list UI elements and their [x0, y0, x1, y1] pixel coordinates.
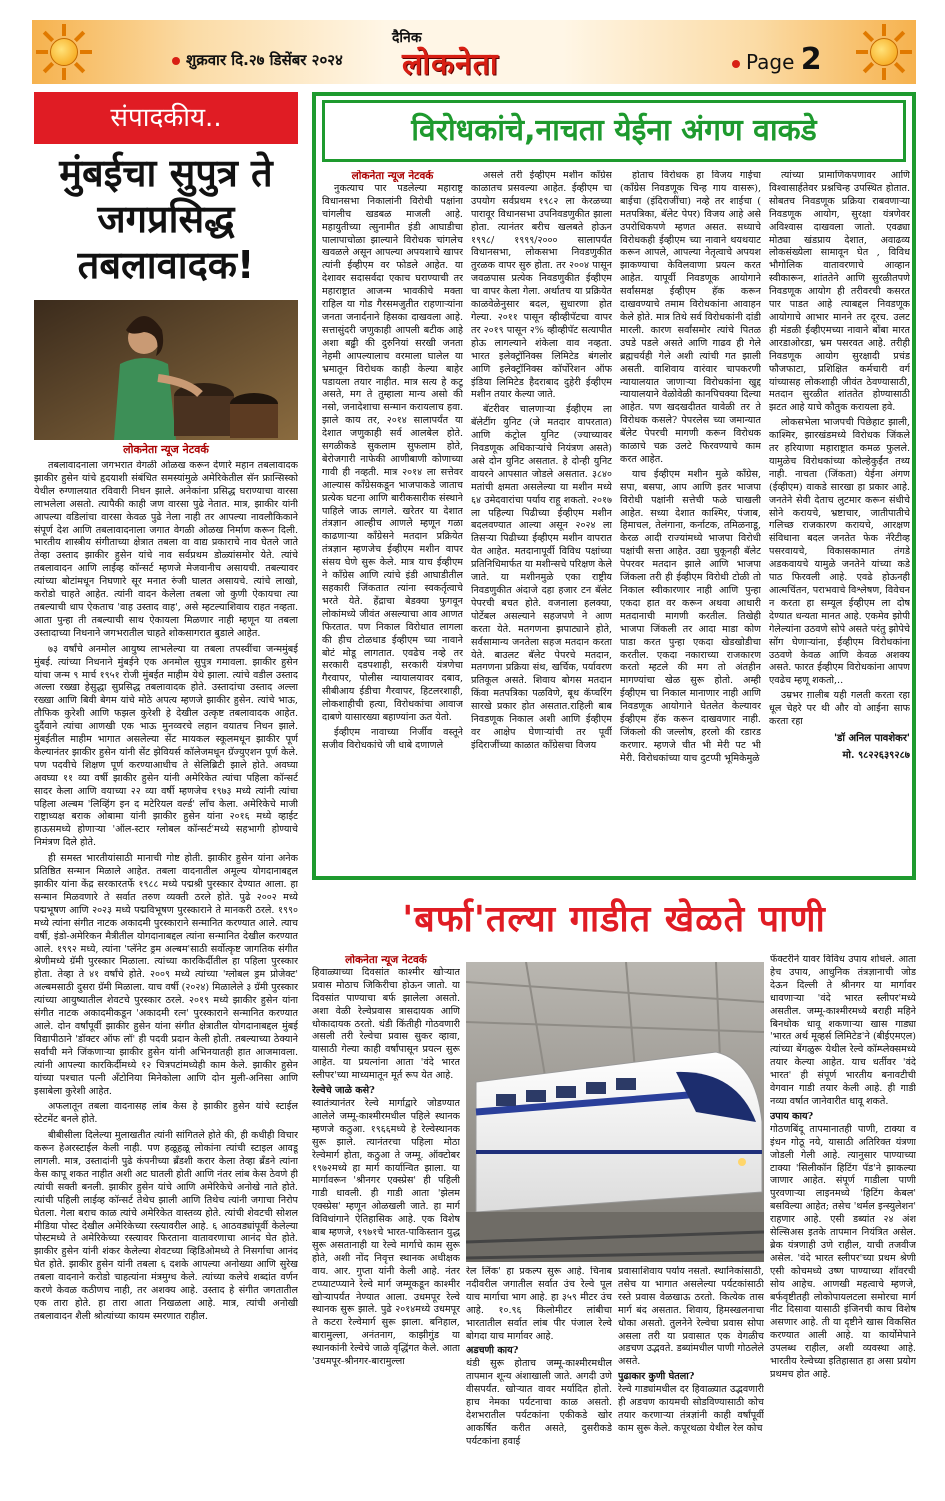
article-paragraph: त्यांच्या प्रामाणिकपणावर आणि विश्वासार्हतेवर प्रश्नचिन्ह उपस्थित होतात. सोबतच निवडणूक प्रक्रिया राबवणाऱ्या निवडणूक आयोग, सुरक्षा यंत्रणेवर अविश्वास दाखवला जातो. एवढ्या मोठ्या खंडप्राय देशात, अवाढव्य लोकसंख्येला सामावून घेत , विविध भौगोलिक वातावरणाचे आव्हान स्वीकारून, शांततेने आणि सुरळीतपणे निवडणूक आयोग ही तरीवरची कसरत पार पाडत आहे त्याबद्दल निवडणूक आयोगाचे आभार मानने तर दूरच. उलट ही मंडळी ईव्हीएमच्या नावाने बोंबा मारत आरडाओरडा, भ्रम पसरवत आहे. तरीही निवडणूक आयोग सुरक्षादी प्रचंड फौजफाटा, प्रशिक्षित कर्मचारी वर्ग यांच्यासह लोकशाही जीवंत ठेवण्यासाठी, मतदान सुरळीत शांततेत होण्यासाठी झटत आहे याचे कौतुक करायला हवे. [769, 170, 910, 414]
article-paragraph: थंडी सुरू होताच जम्मू-काश्मीरमधील तापमान शून्य अंशाखाली जाते. अगदी उणे वीसपर्यंत. खोऱ्यात वावर मर्यादित होतो. हाच नेमका पर्यटनाचा काळ असतो. देशभरातील पर्यटकांना एकीकडे खोर आकर्षित करीत असते, दुसरीकडे पर्यटकांना हवाई [466, 1358, 612, 1447]
article-paragraph: नुकत्याच पार पडलेल्या महाराष्ट्र विधानसभा निकालांनी विरोधी पक्षांना चांगलीच खडबळ माजली आहे. महायुतीच्या त्सुनामीत इंडी आघाडीचा पालापाचोळा झाल्याने विरोधक चांगलेच खवळले असून आपल्या अपयशाचे खापर त्यांनी ईव्हीएम वर फोडले आहेत. या देशावर सदासर्वदा एकाच घराण्याची तर महाराष्ट्रात आजन्म भावकीचे मक्ता राहिल या गोड गैरसमजुतीत राहणाऱ्यांना जनता जनार्दनाने हिसका दाखवला आहे. सत्तासुंदरी जणुकाही आपली बटीक आहे अशा बढ्ढी की दुरुनियां सरखी जनता नेहमी आपल्यालाच वरमाला घालेल या भ्रमातून विरोधक काही केल्या बाहेर पडायला तयार नाहीत. मात्र सत्य हे कटू असते, मग ते तुम्हाला मान्य असो की नसो, जनादेशाचा सन्मान करायलाच हवा. झाले काय तर, २०१४ सालापर्यंत या देशात जणुकाही सर्व आलबेल होते. सगळीकडे सुकलाम सुफलाम होते, बेरोजगारी नाफेकी आणीबाणी कोणाच्या गावी ही नव्हती. मात्र २०१४ ला सत्तेवर आल्यास काँग्रेसकडून भाजपाकडे जाताच प्रत्येक घटना आणि बारीकसारीक संस्थाने पाहिले जाऊ लागले. खरेतर या देशात तंत्रज्ञान आल्हीच आणले म्हणून गळा काढणाऱ्या काँग्रेसने मतदान प्रक्रियेत तंत्रज्ञान म्हणजेच ईव्हीएम मशीन वापर संसय घेणे सुरू केले. मात्र याच ईव्हीएम ने काँग्रेस आणि त्यांचे इंडी आघाडीतील सहकारी जिंकतात त्यांना स्वकर्तृत्वाचे भरते येते. हेंद्राचा बेडक्या फुगवून लोकांमध्ये जीवंत असल्याचा आव आणत फिरतात. पण निकाल विरोधात लागला की हीच टोळधाड ईव्हीएम च्या नावाने बोटं मोडू लागतात. एवढेच नव्हे तर सरकारी दडपशाही, सरकारी यंत्रणेचा गैरवापर, पोलीस न्यायालयावर दबाव, सीबीआय ईडीचा गैरवापर, हिटलरशाही, लोकशाहीची हत्या, विरोधकांचा आवाज दाबणे यासारख्या बहाण्यांना ऊत येतो. [322, 182, 463, 724]
paper-name: लोकनेता [402, 47, 499, 82]
editorial-body [34, 460, 298, 1480]
subheading: रेल्वेचे जाळे कसे? [312, 1085, 375, 1097]
article-paragraph: असले तरी ईव्हीएम मशीन काँग्रेस काळातच प्रसवल्या आहेत. ईव्हीएम चा उपयोग सर्वप्रथम १९८२ ला केरळच्या पारावूर विधानसभा उपनिवडणुकीत झाला होता. त्यानंतर बरीच खलबते होऊन १९९८/ १९९९/२००० सालापर्यंत विधानसभा, लोकसभा निवडणुकीत तुरळक वापर सुरु होता. तर २००४ पासून जवळपास प्रत्येक निवडणुकीत ईव्हीएम चा वापर केला गेला. अर्थातच या प्रक्रियेत काळवेळेनुसार बदल, सुधारणा होत गेल्या. २०११ पासून व्हीव्हीपॅटचा वापर तर २०१९ पासून २% व्हीव्हीपॅट सत्यापीत होऊ लागल्याने शंकेला वाव नव्हता. भारत इलेक्ट्रॉनिक्स लिमिटेड बंगलोर आणि इलेक्ट्रॉनिक्स कॉर्पोरेशन ऑफ इंडिया लिमिटेड हैदराबाद दुहेरी ईव्हीएम मशीन तयार केल्या जाते. [471, 170, 612, 401]
opinion-byline: लोकनेता न्यूज नेटवर्क [351, 170, 434, 182]
masthead [32, 20, 916, 84]
subheading: अडचणी काय? [466, 1345, 519, 1357]
subheading: उपाय काय? [770, 1110, 814, 1122]
train-article-byline: लोकनेता न्यूज नेटवर्क [345, 954, 427, 966]
article-paragraph: प्रवासाशिवाय पर्याय नसतो. स्थानिकांसाठी, तसेच या भागात असलेल्या पर्यटकांसाठी रस्ते प्रवास वेळखाऊ ठरतो. कित्येक तास मार्ग बंद असतात. शिवाय, हिमस्खलनाचा धोका असतो. तुलनेने रेल्वेचा प्रवास सोपा असला तरी या प्रवासात एक वेगळीच अडचण उद्भवते. डब्यांमधील पाणी गोठलेले असते. [618, 1266, 764, 1368]
article-paragraph: बॅटरीवर चालणाऱ्या ईव्हीएम ला बॅलेटींग युनिट (जे मतदार वापरतात) आणि कंट्रोल युनिट (ज्याच्यावर निवडणूक अधिकाऱ्यांचे नियंत्रण असते) असे दोन युनिट असतात. हे दोन्ही युनिट वायरने आपसात जोडले असतात. ३८४० मतांची क्षमता असलेल्या या मशीन मध्ये ६४ उमेदवारांचा पर्याय राहू शकतो. २०१७ ला पहिल्या पिढीच्या ईव्हीएम मशीन बदलवण्यात आल्या असून २०२४ ला तिसऱ्या पिढीच्या ईव्हीएम मशीन वापरात येत आहेत. मतदानापूर्वी विविध पक्षांच्या प्रतिनिधिमार्फत या मशीन्सचे परिक्षण केले जाते. या मशीनमुळे एका राष्ट्रीय निवडणुकीत अंदाजे दहा हजार टन बॅलेट पेपरची बचत होते. वजनाला हलक्या, पोर्टेबल असल्याने सहजपणे ने आण करता येते. मतगणना झपाट्याने होते, सर्वसामान्य जनतेला सहज मतदान करता येते. बाउलट बॅलेट पेपरचे मतदान, मतगणना प्रक्रिया संथ, खर्चिक, पर्यावरण प्रतिकूल असते. शिवाय बोगस मतदान किंवा मतपत्रिका पळविणे, बूथ कॅप्चरिंग सारखे प्रकार होत असतात.राहिली बाब निवडणूक निकाल अशी आणि ईव्हीएम वर आक्षेप घेणाऱ्यांची तर पूर्वी इंदिराजींच्या काळात काँग्रेसचा विजय [471, 404, 612, 751]
opinion-article [312, 92, 916, 880]
article-paragraph: हिवाळ्याच्या दिवसांत काश्मीर खोऱ्यात प्रवास मोठाच जिकिरीचा होऊन जातो. या दिवसांत पाण्याचा बर्फ झालेला असतो. अशा वेळी रेल्वेप्रवास त्रासदायक आणि धोकादायक ठरतो. थंडी किंतीही गोठवणारी असली तरी रेल्वेचा प्रवास सुकर व्हावा, यासाठी गेल्या काही वर्षांपासून प्रयत्न सुरू आहेत. या प्रयत्नांना आता 'वंदे भारत स्लीपर'च्या माध्यमातून मूर्त रूप येत आहे. [312, 966, 460, 1082]
article-paragraph: गोठणबिंदू तापमानातही पाणी, टाक्या व इंधन गोठू नये, यासाठी अतिरिक्त यंत्रणा जोडली गेली आहे. त्यानुसार पाण्याच्या टाक्या 'सिलीकॉन हिटिंग पॅड'ने झाकल्या जाणार आहेत. संपूर्ण गाडीला पाणी पुरवणाऱ्या लाइनमध्ये 'हिटिंग केबल' बसविल्या आहेत; तसेच 'थर्मल इन्स्युलेशन' राहणार आहे. एसी डब्यांत २४ अंश सेल्सिअस इतके तापमान नियंत्रित असेल. ब्रेक यंत्रणाही उणे राहील, याची तजवीज असेल. 'वंदे भारत स्लीपर'च्या प्रथम श्रेणी एसी कोचमध्ये उष्ण पाण्याच्या शॉवरची सोय आहेच. आणखी महत्वाचे म्हणजे, बर्फवृष्टीतही लोकोपायलटला समोरचा मार्ग नीट दिसावा यासाठी इंजिनची काच विशेष असणार आहे. ती या दृष्टीने खास विकसित करण्यात आली आहे. या कार्योमेपाने उपलब्ध राहील, अशी व्यवस्था आहे. भारतीय रेल्वेच्या इतिहासात हा असा प्रयोग प्रथमच होत आहे. [770, 1123, 916, 1380]
article-paragraph: रेल लिंक' हा प्रकल्प सुरू आहे. चिनाब नदीवरील जगातील सर्वात उंच रेल्वे पूल याच मार्गाचा भाग आहे. हा ३५९ मीटर उंच आहे. १०.९६ किलोमीटर लांबीचा भारतातील सर्वात लांब पीर पंजाल रेल्वे बोगदा याच मार्गावर आहे. [466, 1266, 612, 1342]
author-phone: मो. ९८२२६३९२८७ [842, 749, 910, 761]
article-column [618, 1266, 764, 1484]
article-column [322, 170, 463, 872]
bullet-icon [732, 60, 740, 68]
article-column [466, 1266, 612, 1484]
opinion-columns [322, 170, 910, 872]
author-signature: 'डॉ अनिल पावशेकर' [834, 732, 910, 744]
editorial-paragraph: बीबीसीला दिलेल्या मुलाखतीत त्यांनी सांगितले होते की, ही कधीही विचार करून हेअरस्टाईल केली नाही. पण हळूहळू लोकांना त्यांची स्टाइल आवडू लागली. मात्र, उस्तादांनी पुढे कंपनीच्या ब्रॅंडशी करार केला तेव्हा ब्रॅंडने त्यांना केस कापू शकत नाहीत अशी अट घातली होती आणि नंतर लांब केस ठेवणे ही त्यांची सक्ती बनली. झाकीर हुसेन यांचे आणि अमेरिकेचे अनोखे नाते होते. त्यांची पहिली लाईव्ह कॉन्सर्ट तेथेच झाली आणि तिथेच त्यांनी जगाचा निरोप घेतला. गेला बराच काळ त्यांचे अमेरिकेत वास्तव्य होते. त्यांची शेवटची सोशल मीडिया पोस्ट देखील अमेरिकेच्या रस्त्यावरील आहे. ६ आठवड्यांपूर्वी केलेल्या पोस्टमध्ये ते अमेरिकेच्या रस्त्यावर फिरताना वातावरणाचा आनंद घेत होते. झाकीर हुसेन यांनी शंकर केलेल्या शेवटच्या व्हिडिओमध्ये ते निसर्गाचा आनंद घेत होते. झाकीर हुसेन यांनी तबला ६ दशके आपल्या अनोख्या आणि सुरेख तबला वादनाने करोडो चाहत्यांना मंत्रमुग्ध केले. त्यांच्या कलेचे शब्दांत वर्णन करणे केवळ कठीणच नाही, तर अशक्य आहे. उस्ताद हे संगीत जगतातील एक तारा होते. हा तारा आता निखळला आहे. मात्र, त्यांची अनोखी तबलावादन शैली श्रोत्यांच्या कायम स्मरणात राहील. [34, 1130, 298, 1322]
article-paragraph: लोकसभेला भाजपची पिछेहाट झाली, काश्मिर, झारखंडमध्ये विरोधक जिंकले तर हरियाणा महाराष्ट्रात कमळ फुलले. यामुळेच विरोधकांच्या कोल्हेकुईंत तथ्य नाही. नाचता (जिंकता) येईना अंगण (ईव्हीएम) वाकडे सारखा हा प्रकार आहे. जनतेने सेवी देताच लुटमार करून संधीचे सोने करायचे, भ्रष्टाचार, जातीपातीचे गलिच्छ राजकारण करायचे, आरक्षण संविधाना बदल जनतेत फेक नॅरेटीव्ह पसरवायचे, विकासकामात तंगडे अडकवायचे यामुळे जनतेने यांच्या कडे पाठ फिरवली आहे. एवढे होऊनही आत्मचिंतन, पराभवाचे विश्लेषण, विवेचन न करता हा सम्यूल ईव्हीएम ला दोष देण्यात धन्यता मानत आहे. एकमेव झोपी गेलेल्यांना उठवणे सोपे असते परंतु झोपेचे सोंग घेणाऱ्यांना, ईव्हीएम विरोधकांना उठवणे केवळ आणि केवळ अशक्य असते. फारत ईव्हीएम विरोधकांना आपण एवढेच म्हणू शकतो,.. [769, 417, 910, 687]
editorial-section-label: संपादकीय.. [34, 92, 298, 144]
article-paragraph: फॅक्टरीने यावर विविध उपाय शोधले. आता हेच उपाय, आधुनिक तंत्रज्ञानाची जोड देऊन दिल्ली ते श्रीनगर या मार्गावर धावणाऱ्या 'वंदे भारत स्लीपर'मध्ये असतील. जम्मू-काश्मीरमध्ये बराही महिने बिनधोक धावू शकणाऱ्या खास गाड्या 'भारत अर्थ मूव्हर्स लिमिटेड'ने (बीईएमएल) त्यांच्या बेंगळुरू येथील रेल्वे कॉम्प्लेक्समध्ये तयार केल्या आहेत. याच धर्तीवर 'वंदे भारत' ही संपूर्ण भारतीय बनावटीची वेगवान गाडी तयार केली आहे. ही गाडी नव्या वर्षात जानेवारीत धावू शकते. [770, 954, 916, 1107]
article-paragraph: स्वातंत्र्यानंतर रेल्वे मार्गाद्वारे जोडण्यात आलेले जम्मू-काश्मीरमधील पहिले स्थानक म्हणजे कठुआ. १९६६मध्ये हे रेल्वेस्थानक सुरू झाले. त्यानंतरचा पहिला मोठा रेल्वेमार्ग होता, कठुआ ते जम्मू. ऑक्टोबर १९७२मध्ये हा मार्ग कार्यान्वित झाला. या मार्गावरून 'श्रीनगर एक्स्प्रेस' ही पहिली गाडी धावली. ही गाडी आता 'झेलम एक्स्प्रेस' म्हणून ओळखली जाते. हा मार्ग विविधांगाने ऐतिहासिक आहे. एक विशेष बाब म्हणजे, १९७१चे भारत-पाकिस्तान युद्ध सुरू असतानाही या रेल्वे मार्गाचे काम सुरू होते, अशी नोंद निवृत्त स्थानक अधीक्षक वाय. आर. गुप्ता यांनी केली आहे. नंतर टप्प्याटप्प्याने रेल्वे मार्ग जम्मूकडून काश्मीर खोऱ्यापर्यंत नेण्यात आला. उधमपूर रेल्वे स्थानक सुरू झाले. पुढे २०१४मध्ये उधमपूर ते कटरा रेल्वेमार्ग सुरू झाला. बनिहाल, बारामुल्ला, अनंतनाग, काझीगुंड या स्थानकांनी रेल्वेचे जाळे वृद्धिंगत केले. आता 'उधमपूर-श्रीनगर-बारामुल्ला [312, 1097, 460, 1368]
sun-icon [36, 24, 92, 80]
paper-tagline: दैनिक [392, 30, 422, 46]
article-paragraph: याच ईव्हीएम मशीन मुळे काँग्रेस, सपा, बसपा, आप आणि इतर भाजपा विरोधी पक्षांनी सत्तेची फळे चाखली आहेत. सध्या देशात काश्मिर, पंजाब, हिमाचल, तेलंगाना, कर्नाटक, तमिळनाडू, केरळ आदी राज्यांमध्ये भाजपा विरोधी पक्षांची सत्ता आहेत. उद्या चुकूनही बॅलेट पेपरवर मतदान झाले आणि भाजपा जिंकला तरी ही ईव्हीएम विरोधी टोळी तो निकाल स्वीकारणार नाही आणि पुन्हा एकदा हात वर करून अथवा आधारी मतदानाची मागणी करतील. तिखेही भाजपा जिंकली तर आदा माडा कोण पाडा करत पुन्हा एकदा खेडखोडीचा करतील. एकदा नकाराच्या राजकारण करतो म्हटले की मग तो अंतहीन मागण्यांचा खेळ सुरू होतो. अम्ही ईव्हीएम चा निकाल मानाणार नाही आणि निवडणूक आयोगाने घेतलेत केल्यावर ईव्हीएम हॅक करून दाखवणार नाही. जिंकलो की जल्लोष, हरलो की रडारड करणार. म्हणजे चीत भी मेरी पट भी मेरी. विरोधकांच्या याच दुटप्पी भूमिकेमुळे [620, 468, 761, 764]
page-indicator [732, 42, 822, 77]
article-paragraph: उम्रभर ग़ालीब यही गलती करता रहा धूल चेहरे पर थी और वो आईना साफ करता रहा [769, 690, 910, 728]
editorial-paragraph: तबलावादनाला जगभरात वेगळी ओळख करून देणारे महान तबलावादक झाकीर हुसेन यांचे हृदयाशी संबंधित समस्यांमुळे अमेरिकेतील सॅन फ्रान्सिस्को येथील रुग्णालयात रविवारी निधन झाले. अनेकांना प्रसिद्ध घराण्याचा वारसा लाभलेला असतो. त्यापैकी काही जण वारसा पुढे नेतात. मात्र, झाकीर यांनी आपल्या वडिलांचा वारसा केवळ पुढे नेला नाही तर आपल्या नावलौकिकाने संपूर्ण देश आणि तबलावादनाला जगात वेगळी ओळख निर्माण करून दिली. भारतीय शास्त्रीय संगीताच्या क्षेत्रात तबला वा वाद्य प्रकाराचे नाव घेतले जाते तेव्हा उस्ताद झाकीर हुसेन यांचे नाव सर्वप्रथम डोळ्यांसमोर येते. त्यांचे तबलावादन आणि लाईव्ह कॉन्सर्ट म्हणजे मेजवानीच असायची. तबल्यावर त्यांच्या बोटांमधून निघणारे सूर मनात रुंजी घालत असायचे. त्यांचे लाखो, करोडो चाहते आहेत. त्यांनी वादन केलेला तबला जो कुणी ऐकायचा त्या तबल्याची धाप ऐकताच 'वाह उस्ताद वाह', असे म्हटल्याशिवाय राहत नव्हता. आता पुन्हा ती तबल्याची साथ ऐकायला मिळणार नाही म्हणून या तबला उस्तादाच्या निधनाने जगभरातील चाहते शोकसागरात बुडाले आहेत. [34, 460, 298, 639]
editorial-byline: लोकनेता न्यूज नेटवर्क [123, 443, 209, 456]
editorial-paragraph: अफलातून तबला वादनासह लांब केस हे झाकीर हुसेन यांचे स्टाईल स्टेटमेंट बनले होते. [34, 1101, 298, 1126]
article-paragraph: ईव्हीएम नावाच्या निर्जीव वस्तूने सजीव विरोधकांचे जी धाबे दणाणले [322, 726, 463, 751]
page-label: Page [746, 50, 795, 74]
issue-date [172, 50, 343, 70]
article-column [620, 170, 761, 872]
opinion-headline: विरोधकांचे,नाचता येईना अंगण वाकडे [322, 100, 906, 162]
article-paragraph: होताच विरोधक हा विजय गाईचा (काँग्रेस निवडणूक चिन्ह गाय वासरू), बाईचा (इंदिराजींचा) नव्हे तर शाईचा ( मतपत्रिका, बॅलेट पेपर) विजय आहे असे उपरोधिकपणे म्हणत असत. सध्याचे विरोधकही ईव्हीएम च्या नावाने थयथयाट करून आपले, आपल्या नेतृत्वाचे अपयश झाकण्याचा केविलवाणा प्रयत्न करत आहेत. यापूर्वी निवडणूक आयोगाने सर्वांसमक्ष ईव्हीएम हॅक करून दाखवण्याचे तमाम विरोधकांना आवाहन केले होते. मात्र तिथे सर्व विरोधकांनी दांडी मारली. कारण सर्वांसमोर त्यांचे पितळ उघडे पडले असते आणि गाढव ही गेले ब्रह्मचर्यही गेले अशी त्यांची गत झाली असती. वाशिवाय वारंवार चापकरणी न्यायालयात जाणाऱ्या विरोधकांना खुद्द न्यायालयाने वेळोवेळी कानपिचक्या दिल्या आहेत. पण खदखदीतत यावेळी तर ते विरोधक कसले? पेपरलेस च्या जमान्यात बॅलेट पेपरची मागणी करून विरोधक काळाचे चक्र उलटे फिरवण्याचे काम करत आहेत. [620, 170, 761, 465]
issue-date-text: शुक्रवार दि.२७ डिसेंबर २०२४ [186, 51, 343, 69]
article-column [769, 170, 910, 872]
sun-icon [856, 24, 912, 80]
tabla-player-photo [34, 300, 298, 440]
editorial-paragraph: ही समस्त भारतीयांसाठी मानाची गोष्ट होती. झाकीर हुसेन यांना अनेक प्रतिष्ठित सन्मान मिळाले आहेत. तबला वादनातील अमूल्य योगदानाबद्दल झाकीर यांना केंद्र सरकारतर्फे १९८८ मध्ये पद्मश्री पुरस्कार देण्यात आला. हा सन्मान मिळवणारे ते सर्वात तरुण व्यक्ती ठरले होते. पुढे २००२ मध्ये पद्मभूषण आणि २०२३ मध्ये पद्मविभूषण पुरस्काराने ते मानकरी ठरले. १९९० मध्ये त्यांना संगीत नाटक अकादमी पुरस्काराने सन्मानित करण्यात आले. त्याच वर्षी, इंडो-अमेरिकन मैत्रीतील योगदानाबद्दल त्यांना सन्मानित देखील करण्यात आले. १९९२ मध्ये, त्यांना 'प्लॅनेट ड्रम अल्बम'साठी सर्वोत्कृष्ट जागतिक संगीत श्रेणीमध्ये ग्रॅमी पुरस्कार मिळाला. त्यांच्या कारकिर्दीतील हा पहिला पुरस्कार होता. तेव्हा ते ४१ वर्षांचे होते. २००९ मध्ये त्यांच्या 'ग्लोबल ड्रम प्रोजेक्ट' अल्बमसाठी दुसरा ग्रॅमी मिळाला. याच वर्षी (२०२४) मिळालेले ३ ग्रॅमी पुरस्कार त्यांच्या आयुष्यातील शेवटचे पुरस्कार ठरले. २०१९ मध्ये झाकीर हुसेन यांना संगीत नाटक अकादमीकडून 'अकादमी रत्न' पुरस्काराने सन्मानित करण्यात आले. दोन वर्षांपूर्वी झाकीर हुसेन यांना संगीत क्षेत्रातील योगदानाबद्दल मुंबई विद्यापीठाने 'डॉक्टर ऑफ लॉ' ही पदवी प्रदान केली होती. तबल्याच्या ठेक्याने सर्वांची मने जिंकणाऱ्या झाकीर हुसेन यांनी अभिनयातही हात आजमावला. त्यांनी आपल्या कारकिर्दीमध्ये १२ चित्रपटांमध्येही काम केले. झाकीर हुसेन यांच्या पश्चात पत्नी अँटोनिया मिनेकोला आणि दोन मुली-अनिसा आणि इसाबेला कुरेशी आहेत. [34, 853, 298, 1097]
editorial-paragraph: ७३ वर्षांचे अनमोल आयुष्य लाभलेल्या या तबला तपस्वींचा जन्ममुंबई मुंबई. त्यांच्या निधनाने मुंबईने एक अनमोल सुपुत्र गमावला. झाकीर हुसेन यांचा जन्म ९ मार्च १९५१ रोजी मुंबईत माहीम येथे झाला. त्यांचे वडील उस्ताद अल्ला रख्खा हेसुद्धा सुप्रसिद्ध तबलावादक होते. उस्तादांचा उस्ताद अल्ला रख्खा आणि बिवी बेगम यांचे मोठे अपत्य म्हणजे झाकीर हुसेन. त्यांचे भाऊ, तौफिक कुरेशी आणि फझल कुरेशी हे देखील उत्कृष्ट तबलावादक आहेत. दुर्दैवाने त्यांचा आणखी एक भाऊ मुनव्वरचे लहान वयातच निधन झाले. मुंबईतील माहीम भागात असलेल्या सेंट मायकल स्कूलमधून झाकीर पूर्ण केल्यानंतर झाकीर हुसेन यांनी सेंट झेवियर्स कॉलेजमधून ग्रॅज्युएशन पूर्ण केले. पण पदवीचे शिक्षण पूर्ण करण्याआधीच ते सेलिब्रिटी झाले होते. अवघ्या अवघ्या ११ व्या वर्षी झाकीर हुसेन यांनी अमेरिकेत त्यांचा पहिला कॉन्सर्ट सादर केला आणि वयाच्या २२ व्या वर्षी म्हणजेच १९७३ मध्ये त्यांनी त्यांचा पहिला अल्बम 'लिव्हिंग इन द मटेरियल वर्ल्ड' लॉंच केला. अमेरिकेचे माजी राष्ट्राध्यक्ष बराक ओबामा यांनी झाकीर हुसेन यांना २०१६ मध्ये व्हाईट हाऊसमध्ये होणाऱ्या 'ऑल-स्टार ग्लोबल कॉन्सर्ट'मध्ये सहभागी होण्याचे निमंत्रण दिले होते. [34, 643, 298, 849]
article-paragraph: रेल्वे गाड्यांमधील दर हिवाळ्यात उद्भवणारी ही अडचण कायमची सोडविण्यासाठी कोच तयार करणाऱ्या तंत्रज्ञांनी काही वर्षांपूर्वी काम सुरू केले. कपूरथळा येथील रेल कोच [618, 1384, 764, 1434]
vande-bharat-train-photo [466, 962, 764, 1262]
article-column [471, 170, 612, 872]
editorial-headline: मुंबईचा सुपुत्र ते जगप्रसिद्ध तबलावादक! [59, 151, 273, 287]
subheading: पुढाकार कुणी घेतला? [618, 1371, 695, 1383]
train-article-headline: 'बर्फा'तल्या गाडीत खेळते पाणी [402, 899, 826, 940]
bullet-icon [172, 57, 180, 65]
article-column [770, 954, 916, 1484]
train-article [312, 954, 916, 1484]
article-column [312, 954, 460, 1484]
page-number: 2 [800, 42, 822, 77]
